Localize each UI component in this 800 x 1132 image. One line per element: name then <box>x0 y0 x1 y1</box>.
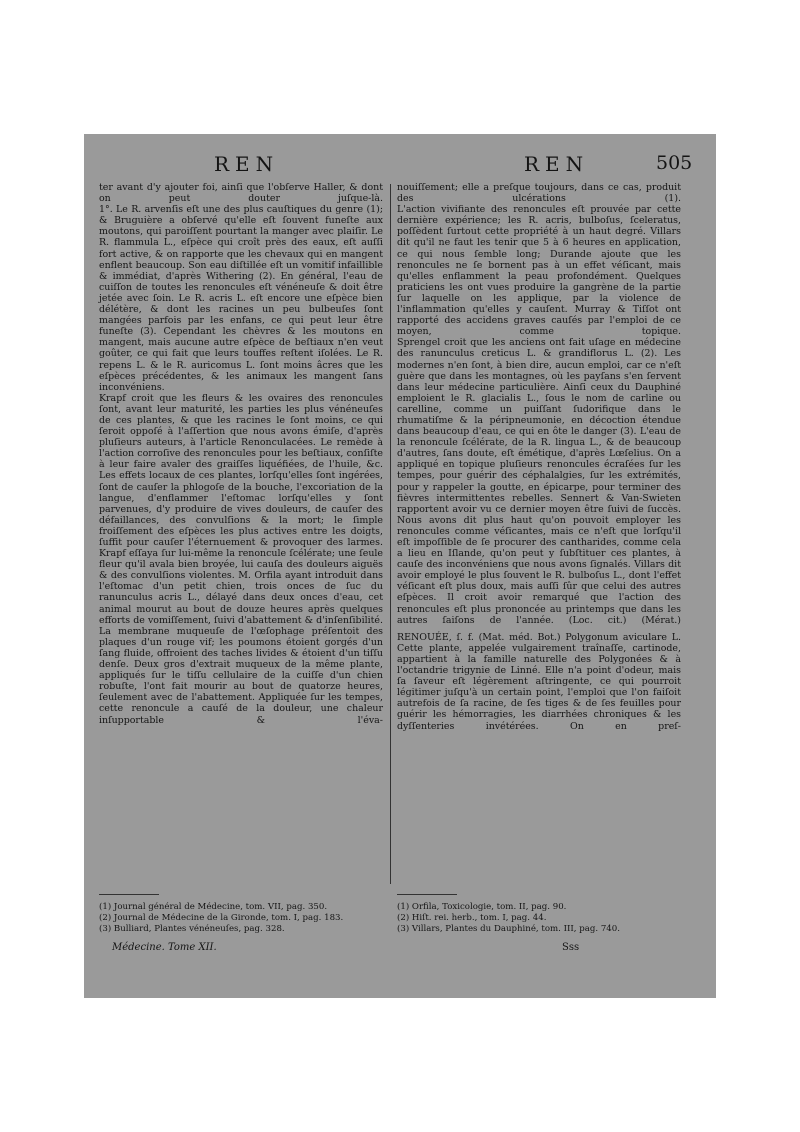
footnote: (1) Journal général de Médecine, tom. VII, pag. 350. <box>99 902 328 912</box>
page-header <box>84 152 716 176</box>
paragraph: Sprengel croit que les anciens ont fait uſage en médecine des ranunculus creticus L. & grandiflorus L. (2). Les modernes n'en ſont, à bien dire, aucun emploi, car ce n'eſt guère que dans les montagnes, où les payſans s'en ſervent dans leur médecine particulière. Ainſi ceux du Dauphiné emploient le R. glacialis L., ſous le nom de carline ou carelline, comme un puiſſant ſudorifique dans le rhumatiſme & la péripneumonie, en décoction étendue dans beaucoup d'eau, ce qui en ôte le danger (3). L'eau de la renoncule ſcélérate, de la R. lingua L., & de beaucoup d'autres, ſans doute, eſt émétique, d'après Lœſelius. On a appliqué en topique pluſieurs renoncules écraſées ſur les tempes, pour guérir des céphalalgies, ſur les extrémités, pour y rappeler la goutte, en épicarpe, pour terminer des fièvres intermittentes rebelles. Sennert & Van-Swieten rapportent avoir vu ce dernier moyen être ſuivi de ſuccès. Nous avons dit plus haut qu'on pouvoit employer les renoncules comme véſicantes, mais ce n'eſt que lorſqu'il eſt impoſſible de ſe procurer des cantharides, comme cela a lieu en Iſlande, qu'on peut y ſubſtituer ces plantes, à cauſe des inconvéniens que nous avons ſignalés. Villars dit avoir employé le plus ſouvent le R. bulboſus L., dont l'effet véſicant eſt plus doux, mais auſſi ſûr que celui des autres eſpèces. Il croit avoir remarqué que l'action des renoncules eſt plus prononcée au printemps que dans les autres ſaiſons de l'année. (Loc. cit.) (Mérat.) <box>397 337 681 626</box>
entry-renouee: RENOUÉE, ſ. f. (Mat. méd. Bot.) Polygonum aviculare L. Cette plante, appelée vulgairement traînaſſe, cartinode, appartient à la famille naturelle des Polygonées & à l'octandrie trigynie de Linné. Elle n'a point d'odeur, mais ſa ſaveur eſt légèrement aſtringente, ce qui pourroit légitimer juſqu'à un certain point, l'emploi que l'on faiſoit autrefois de ſa racine, de ſes tiges & de ſes feuilles pour guérir les hémorragies, les diarrhées chroniques & les dyſſenteries invétérées. On en preſ- <box>397 631 681 732</box>
left-column <box>99 182 383 726</box>
printer-signature-mark: Sss <box>562 942 580 953</box>
footnote: (3) Villars, Plantes du Dauphiné, tom. III, pag. 740. <box>397 924 620 935</box>
footnote: (2) Hiſt. rei. herb., tom. I, pag. 44. <box>397 913 547 924</box>
column-divider <box>390 184 391 884</box>
footnote-rule <box>99 894 159 895</box>
running-head-left: REN <box>214 152 280 176</box>
paragraph: nouiſſement; elle a preſque toujours, dans ce cas, produit des ulcérations (1). <box>397 182 681 205</box>
paragraph: ter avant d'y ajouter foi, ainſi que l'obſerve Haller, & dont on peut douter juſque-là. <box>99 182 383 205</box>
footnotes-right <box>397 902 681 936</box>
footnote: (1) Orfila, Toxicologie, tom. II, pag. 90. <box>397 902 567 912</box>
paragraph: L'action vivifiante des renoncules eſt prouvée par cette dernière expérience; les R. acris, bulboſus, ſceleratus, poſſèdent ſurtout cette propriété à un haut degré. Villars dit qu'il ne faut les tenir que 5 à 6 heures en application, ce qui nous ſemble long; Durande ajoute que les renoncules ne ſe bornent pas à un effet véſicant, mais qu'elles enflamment la peau profondément. Quelques praticiens les ont vues produire la gangrène de la partie ſur laquelle on les applique, par la violence de l'inflammation qu'elles y cauſent. Murray & Tiſſot ont rapporté des accidens graves cauſés par l'emploi de ce moyen, comme topique. <box>397 204 681 338</box>
paragraph: Krapf croit que les fleurs & les ovaires des renoncules ſont, avant leur maturité, les parties les plus vénéneuſes de ces plantes, & que les racines le ſont moins, ce qui ſeroit oppoſé à l'aſſertion que nous avons émiſe, d'après pluſieurs auteurs, à l'article Renonculacées. Le remède à l'action corroſive des renoncules pour les beſtiaux, conſiſte à leur faire avaler des graiſſes liquéfiées, de l'huile, &c. <box>99 392 383 471</box>
right-column <box>397 182 681 732</box>
footnote: (2) Journal de Médecine de la Gironde, tom. I, pag. 183. <box>99 913 344 924</box>
running-head-right: REN <box>524 152 590 176</box>
footnote-rule <box>397 894 457 895</box>
footnotes-left <box>99 902 383 936</box>
page-number: 505 <box>656 152 693 174</box>
paragraph: Les effets locaux de ces plantes, lorſqu'elles ſont ingérées, ſont de cauſer la phlogoſe de la bouche, l'excoriation de la langue, d'enflammer l'eſtomac lorſqu'elles y ſont parvenues, d'y produire de vives douleurs, de cauſer des défaillances, des convulſions & la mort; le ſimple froiſſement des eſpèces les plus actives entre les doigts, ſuffit pour cauſer l'éternuement & provoquer des larmes. Krapf eſſaya ſur lui-même la renoncule ſcélérate; une ſeule fleur qu'il avala bien broyée, lui cauſa des douleurs aiguës & des convulſions violentes. M. Orfila ayant introduit dans l'eſtomac d'un petit chien, trois onces de ſuc du ranunculus acris L., délayé dans deux onces d'eau, cet animal mourut au bout de douze heures après quelques efforts de vomiſſement, ſuivi d'abattement & d'inſenſibilité. La membrane muqueuſe de l'œſophage préſentoit des plaques d'un rouge vif; les poumons étoient gorgés d'un ſang fluide, offroient des taches livides & étoient d'un tiſſu denſe. Deux gros d'extrait muqueux de la même plante, appliqués ſur le tiſſu cellulaire de la cuiſſe d'un chien robuſte, l'ont fait mourir au bout de quatorze heures, ſeulement avec de l'abattement. Appliquée ſur les tempes, cette renoncule a cauſé de la douleur, une chaleur inſupportable & l'éva- <box>99 470 383 726</box>
footnote: (3) Bulliard, Plantes vénéneuſes, pag. 328. <box>99 924 285 935</box>
volume-signature: Médecine. Tome XII. <box>112 942 217 953</box>
scanned-page <box>84 134 716 998</box>
paragraph: 1°. Le R. arvenſis eſt une des plus cauſtiques du genre (1); & Bruguière a obſervé qu'elle eſt ſouvent funeſte aux moutons, qui paroiſſent pourtant la manger avec plaiſir. Le R. flammula L., eſpèce qui croît près des eaux, eſt auſſi fort active, & on rapporte que les chevaux qui en mangent enflent beaucoup. Son eau diſtillée eſt un vomitif infaillible & immédiat, d'après Withering (2). En général, l'eau de cuiſſon de toutes les renoncules eſt vénéneuſe & doit être jetée avec ſoin. Le R. acris L. eſt encore une eſpèce bien délétère, & dont les racines un peu bulbeuſes ſont mangées parfois par les enfans, ce qui peut leur être funeſte (3). Cependant les chèvres & les moutons en mangent, mais aucune autre eſpèce de beſtiaux n'en veut goûter, ce qui fait que leurs touffes reſtent iſolées. Le R. repens L. & le R. auricomus L. ſont moins âcres que les eſpèces précédentes, & les animaux les mangent ſans inconvéniens. <box>99 204 383 393</box>
